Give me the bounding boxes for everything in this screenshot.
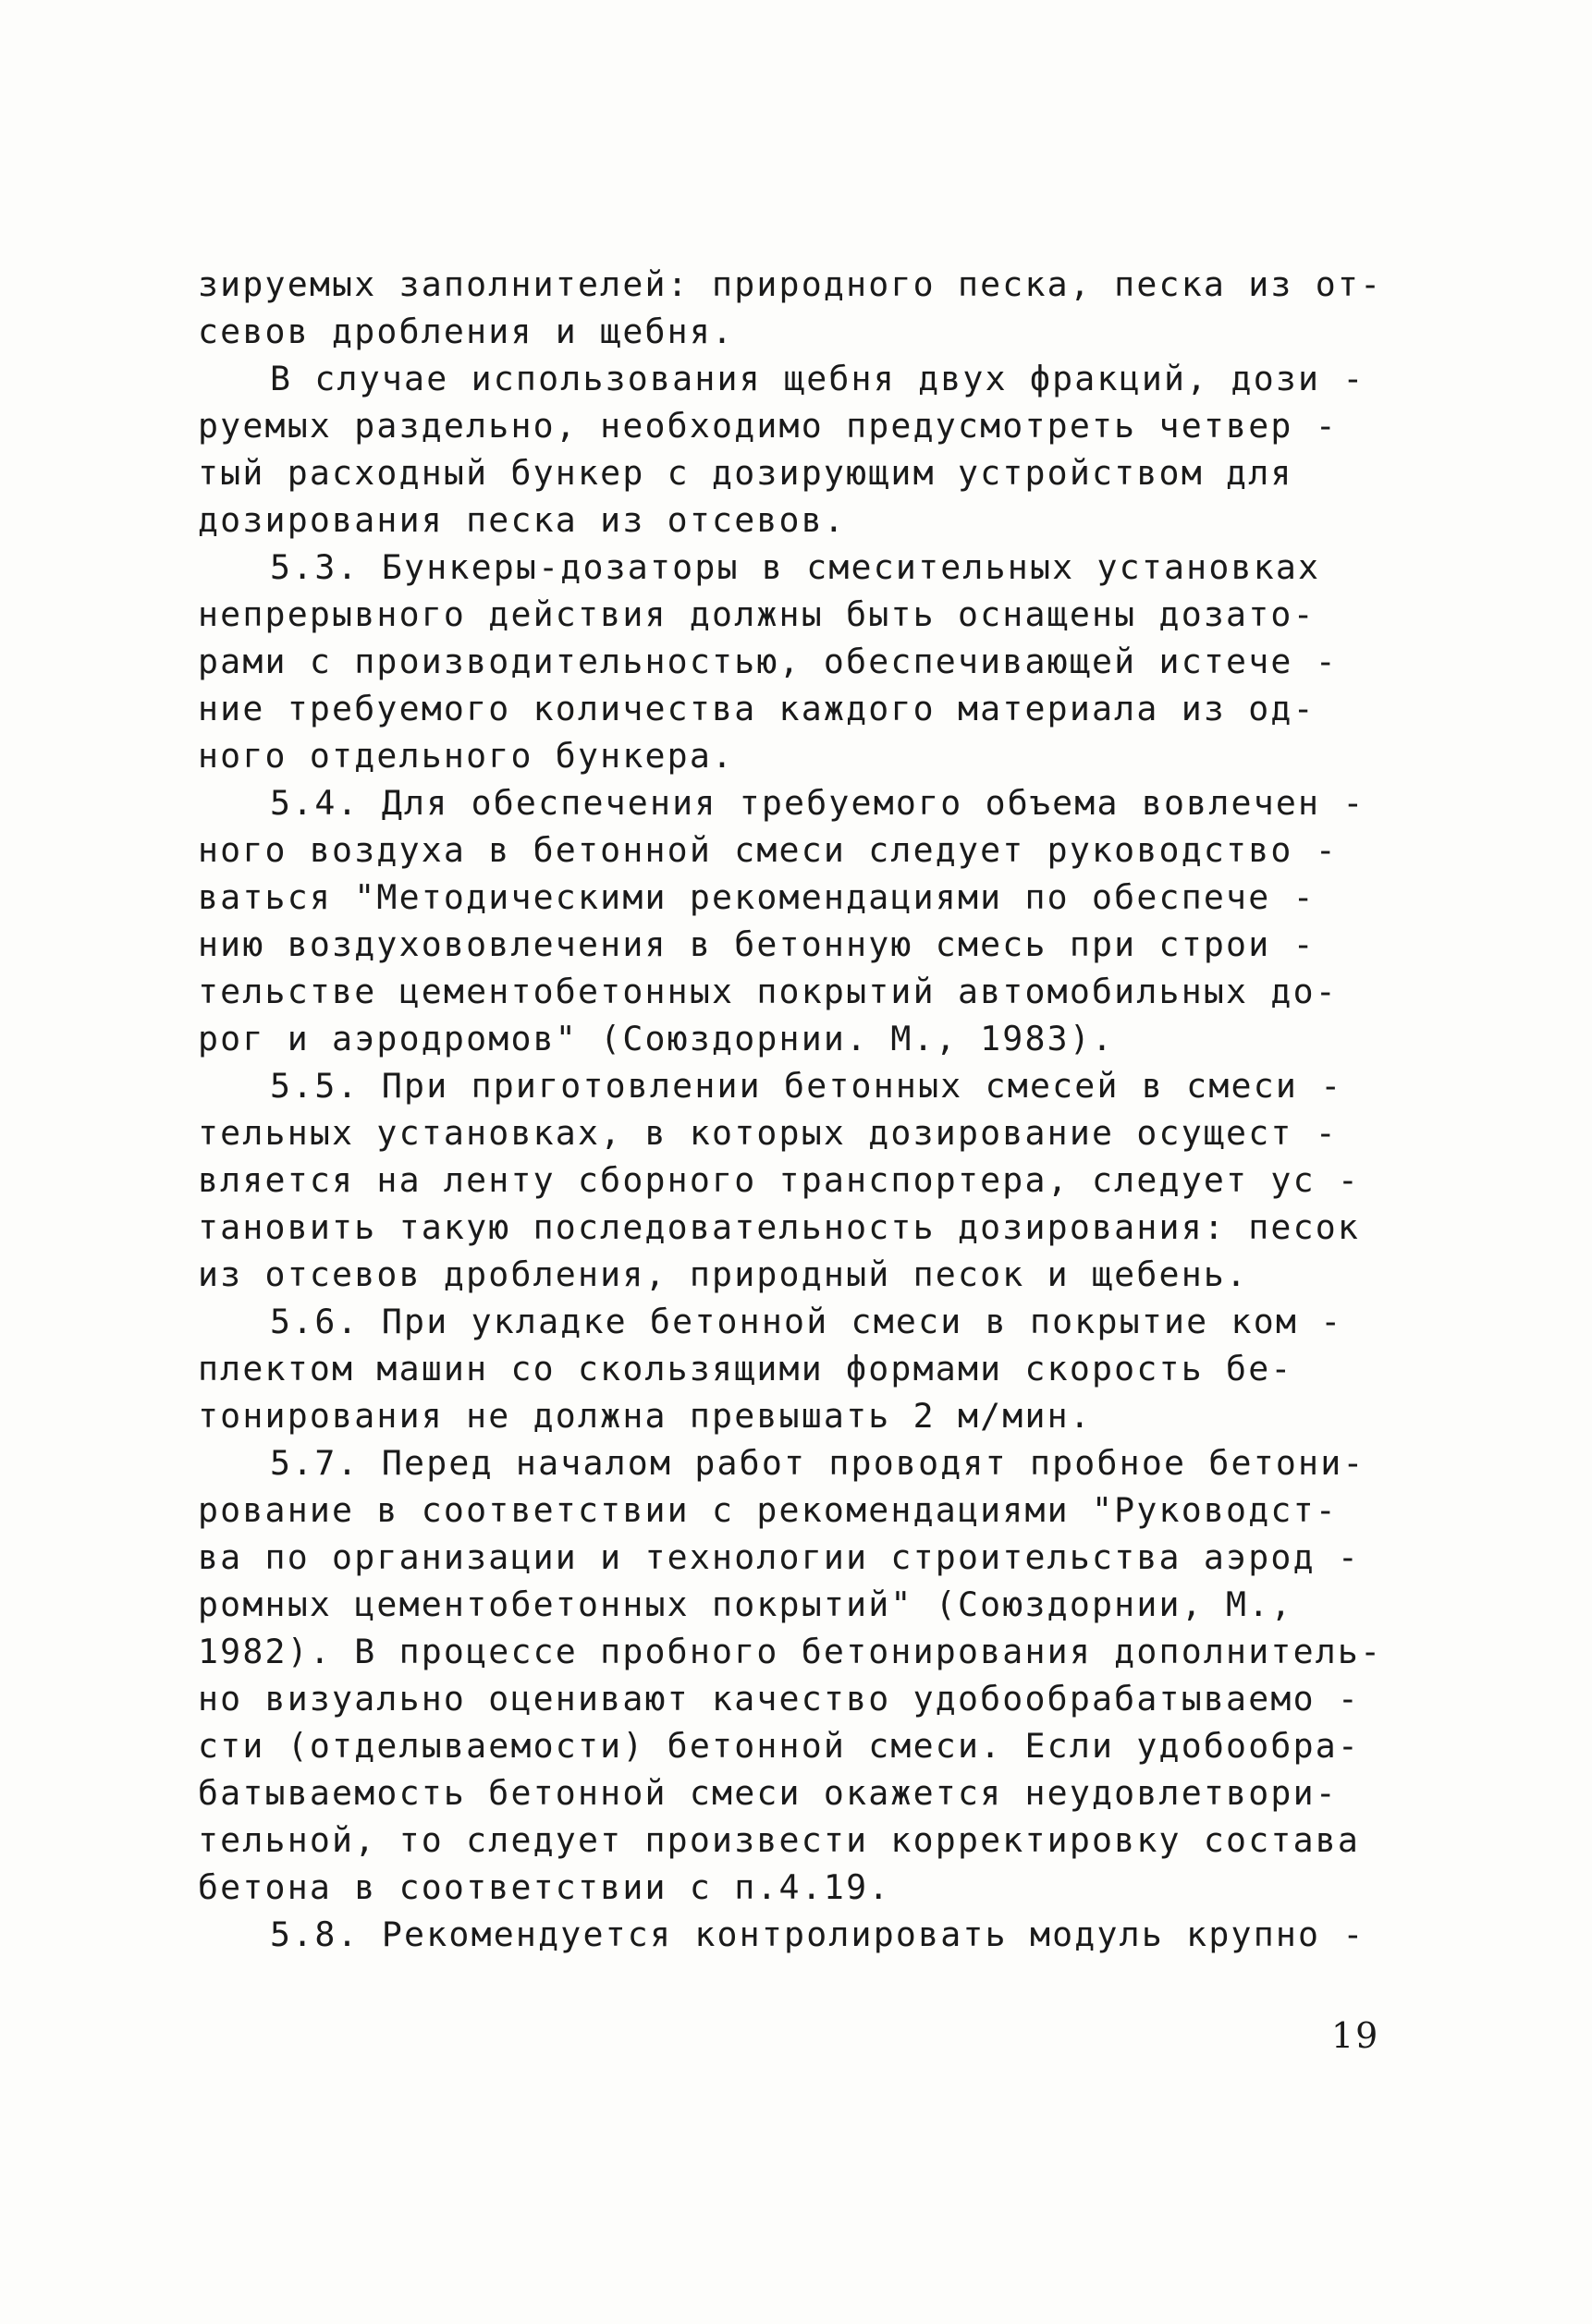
text-line: ного воздуха в бетонной смеси следует руководство - [198,830,1338,870]
text-line: 1982). В процессе пробного бетонирования дополнитель- [198,1632,1383,1671]
section-5-3-line: 5.3. Бункеры-дозаторы в смесительных установках [270,547,1321,587]
text-line: зируемых заполнителей: природного песка, песка из от- [198,264,1383,304]
text-line: из отсевов дробления, природный песок и щебень. [198,1254,1249,1294]
body-text [198,261,1400,1958]
text-line: сти (отделываемости) бетонной смеси. Если удобообра- [198,1726,1361,1766]
text-line: ваться "Методическими рекомендациями по обеспече - [198,877,1316,917]
text-line: тельной, то следует произвести корректировку состава [198,1820,1361,1860]
text-line: ние требуемого количества каждого материала из од- [198,689,1316,728]
text-line: рами с производительностью, обеспечивающей истече - [198,642,1338,681]
text-line: бетона в соответствии с п.4.19. [198,1867,891,1907]
text-line: тановить такую последовательность дозирования: песок [198,1207,1361,1247]
text-line: В случае использования щебня двух фракций, дози - [270,359,1365,398]
text-line: батываемость бетонной смеси окажется неудовлетвори- [198,1773,1338,1813]
text-line: тельстве цементобетонных покрытий автомобильных до- [198,972,1338,1011]
text-line: нию воздухововлечения в бетонную смесь при строи - [198,924,1316,964]
text-line: ного отдельного бункера. [198,736,735,776]
text-line: руемых раздельно, необходимо предусмотреть четвер - [198,406,1338,446]
section-5-4-line: 5.4. Для обеспечения требуемого объема вовлечен - [270,783,1365,823]
text-line: плектом машин со скользящими формами скорость бе- [198,1349,1293,1388]
text-line: непрерывного действия должны быть оснащены дозато- [198,594,1316,634]
text-line: тонирования не должна превышать 2 м/мин. [198,1396,1092,1436]
text-line: ромных цементобетонных покрытий" (Союздорнии, М., [198,1584,1293,1624]
text-line: рог и аэродромов" (Союздорнии. М., 1983). [198,1019,1115,1058]
section-5-8-line: 5.8. Рекомендуется контролировать модуль крупно - [270,1914,1365,1954]
text-line: тый расходный бункер с дозирующим устройством для [198,453,1293,493]
section-5-5-line: 5.5. При приготовлении бетонных смесей в смеси - [270,1066,1343,1106]
text-line: дозирования песка из отсевов. [198,500,847,540]
text-line: ва по организации и технологии строительства аэрод - [198,1537,1361,1577]
text-line: тельных установках, в которых дозирование осущест - [198,1113,1338,1153]
section-5-7-line: 5.7. Перед началом работ проводят пробное бетони- [270,1443,1365,1483]
text-line: севов дробления и щебня. [198,312,735,351]
text-line: но визуально оценивают качество удобообрабатываемо - [198,1679,1361,1719]
text-line: вляется на ленту сборного транспортера, следует ус - [198,1160,1361,1200]
text-line: рование в соответствии с рекомендациями "Руководст- [198,1490,1338,1530]
page-number: 19 [1331,2015,1380,2056]
section-5-6-line: 5.6. При укладке бетонной смеси в покрытие ком - [270,1302,1343,1341]
